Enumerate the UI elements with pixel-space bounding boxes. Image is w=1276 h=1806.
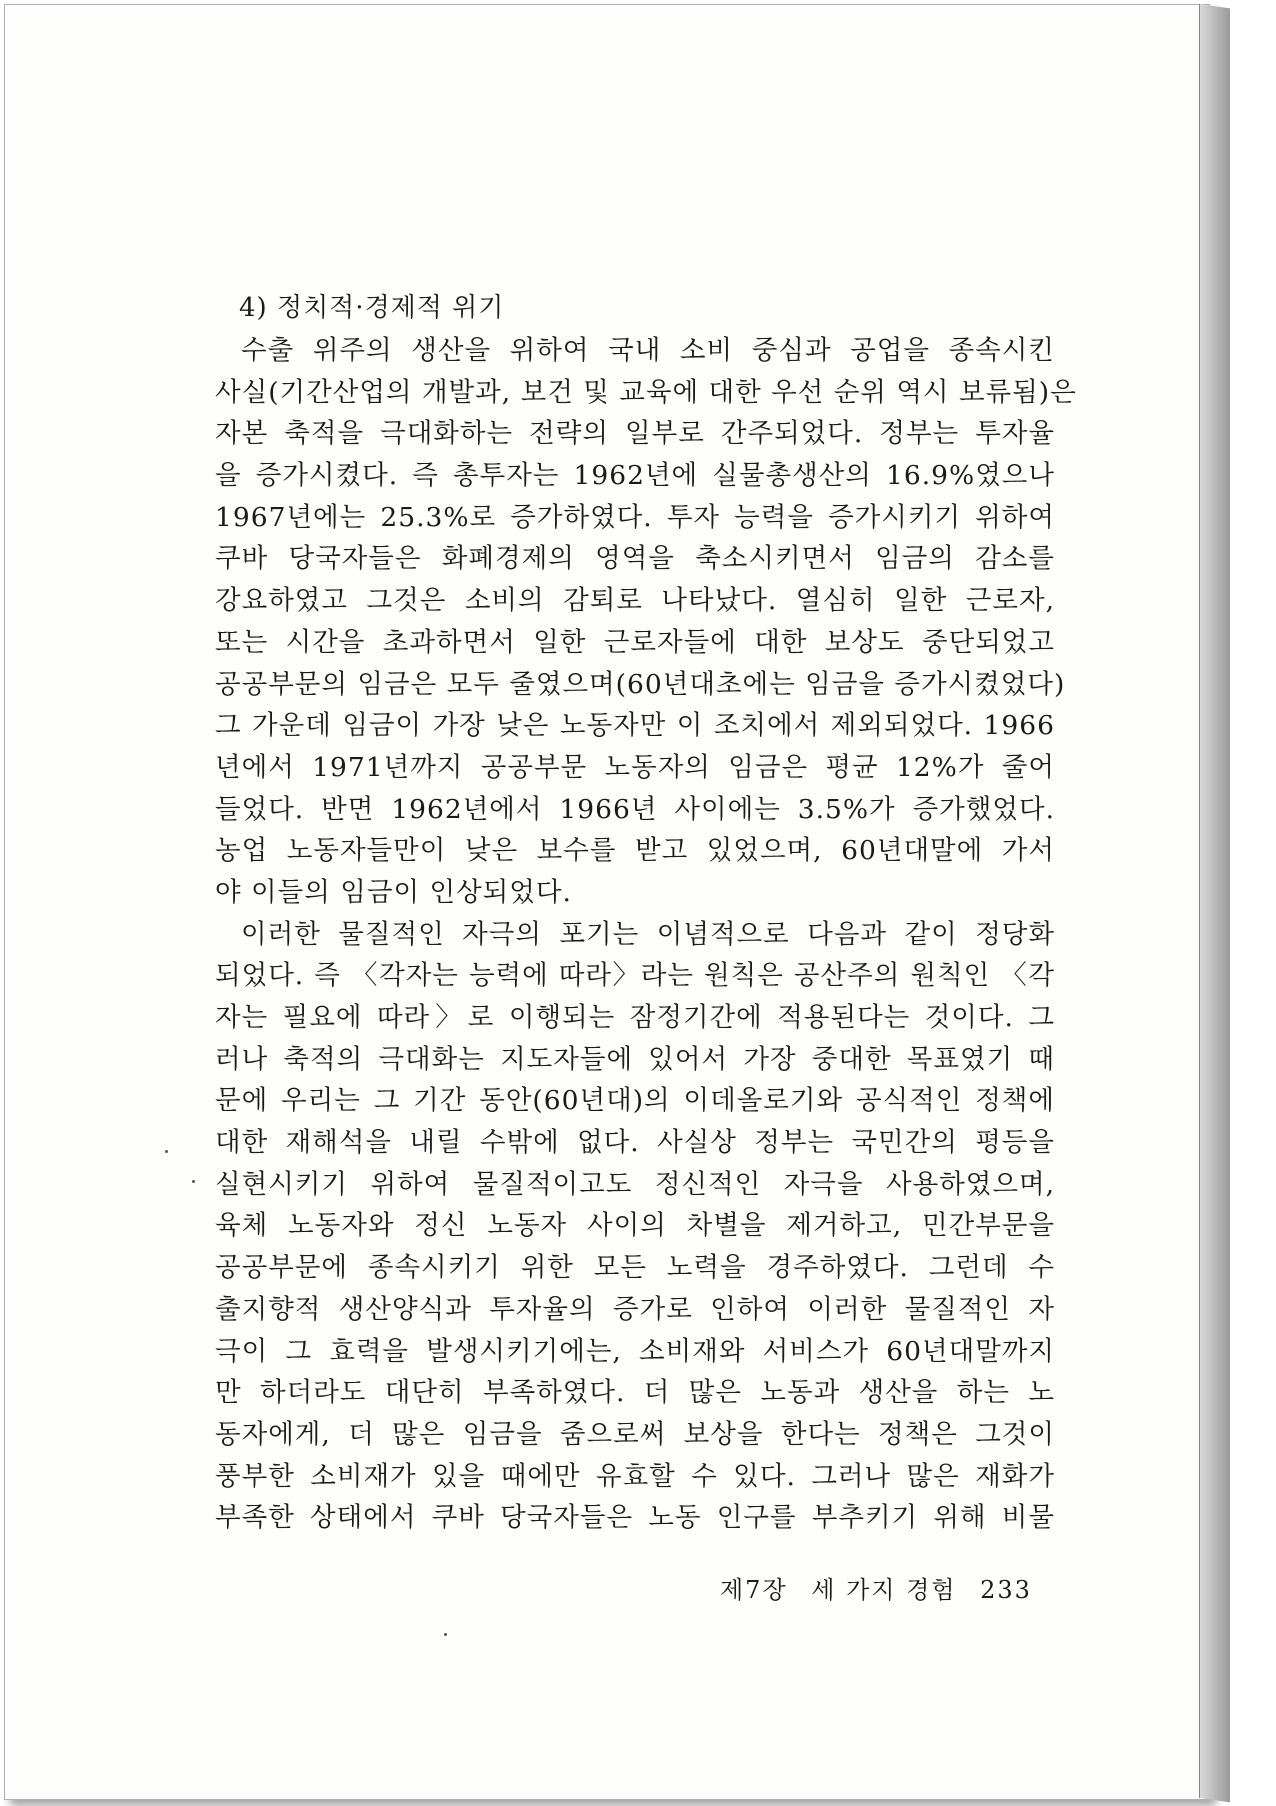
- scan-speck: [192, 1180, 195, 1183]
- text-line: 수출 위주의 생산을 위하여 국내 소비 중심과 공업을 종속시킨: [241, 335, 1055, 366]
- text-line: 야 이들의 임금이 인상되었다.: [215, 876, 572, 908]
- text-line: 사실(기간산업의 개발과, 보건 및 교육에 대한 우선 순위 역시 보류됨)은: [215, 376, 1077, 408]
- text-line: 출지향적 생산양식과 투자율의 증가로 인하여 이러한 물질적인 자: [215, 1293, 1055, 1325]
- text-line: 자본 축적을 극대화하는 전략의 일부로 간주되었다. 정부는 투자율: [215, 418, 1055, 450]
- text-line: 그 가운데 임금이 가장 낮은 노동자만 이 조치에서 제외되었다. 1966: [215, 710, 1055, 742]
- chapter-title: 세 가지 경험: [811, 1576, 957, 1604]
- text-line: 동자에게, 더 많은 임금을 줌으로써 보상을 한다는 정책은 그것이: [215, 1418, 1055, 1450]
- page-content: [215, 288, 1077, 1539]
- text-line: 러나 축적의 극대화는 지도자들에 있어서 가장 중대한 목표였기 때: [215, 1043, 1055, 1075]
- text-line: 쿠바 당국자들은 화폐경제의 영역을 축소시키면서 임금의 감소를: [215, 543, 1055, 575]
- text-line: 년에서 1971년까지 공공부문 노동자의 임금은 평균 12%가 줄어: [215, 751, 1055, 783]
- scan-speck: [444, 1633, 447, 1636]
- text-line: 대한 재해석을 내릴 수밖에 없다. 사실상 정부는 국민간의 평등을: [215, 1127, 1055, 1159]
- text-line: 만 하더라도 대단히 부족하였다. 더 많은 노동과 생산을 하는 노: [215, 1377, 1055, 1409]
- text-line: 육체 노동자와 정신 노동자 사이의 차별을 제거하고, 민간부문을: [215, 1210, 1055, 1242]
- text-line: 풍부한 소비재가 있을 때에만 유효할 수 있다. 그러나 많은 재화가: [215, 1460, 1055, 1492]
- text-line: 실현시키기 위하여 물질적이고도 정신적인 자극을 사용하였으며,: [215, 1168, 1055, 1200]
- text-line: 농업 노동자들만이 낮은 보수를 받고 있었으며, 60년대말에 가서: [215, 835, 1055, 867]
- text-line: 자는 필요에 따라〉로 이행되는 잠정기간에 적용된다는 것이다. 그: [215, 1002, 1055, 1033]
- paragraph-1: [215, 330, 1077, 914]
- chapter-number: 제7장: [720, 1576, 788, 1604]
- text-line: 공공부문의 임금은 모두 줄였으며(60년대초에는 임금을 증가시켰었다): [215, 668, 1066, 700]
- paragraph-2: [215, 914, 1055, 1539]
- text-line: 문에 우리는 그 기간 동안(60년대)의 이데올로기와 공식적인 정책에: [215, 1085, 1055, 1117]
- text-line: 공공부문에 종속시키기 위한 모든 노력을 경주하였다. 그런데 수: [215, 1252, 1055, 1284]
- section-heading: 4) 정치적·경제적 위기: [239, 293, 505, 323]
- scan-speck: [165, 1150, 168, 1153]
- text-line: 이러한 물질적인 자극의 포기는 이념적으로 다음과 같이 정당화: [241, 918, 1055, 950]
- text-line: 되었다. 즉 〈각자는 능력에 따라〉라는 원칙은 공산주의 원칙인 〈각: [215, 960, 1055, 992]
- text-line: 1967년에는 25.3%로 증가하였다. 투자 능력을 증가시키기 위하여: [215, 501, 1055, 533]
- text-line: 을 증가시켰다. 즉 총투자는 1962년에 실물총생산의 16.9%였으나: [215, 460, 1055, 492]
- page-footer: [720, 1570, 1032, 1605]
- page-number: 233: [980, 1576, 1032, 1604]
- text-line: 들었다. 반면 1962년에서 1966년 사이에는 3.5%가 증가했었다.: [215, 793, 1055, 825]
- page-edge-shadow: [1199, 4, 1230, 1802]
- text-line: 극이 그 효력을 발생시키기에는, 소비재와 서비스가 60년대말까지: [215, 1335, 1055, 1367]
- text-line: 또는 시간을 초과하면서 일한 근로자들에 대한 보상도 중단되었고: [215, 626, 1055, 658]
- text-line: 강요하였고 그것은 소비의 감퇴로 나타났다. 열심히 일한 근로자,: [215, 585, 1055, 617]
- text-line: 부족한 상태에서 쿠바 당국자들은 노동 인구를 부추키기 위해 비물: [215, 1502, 1055, 1534]
